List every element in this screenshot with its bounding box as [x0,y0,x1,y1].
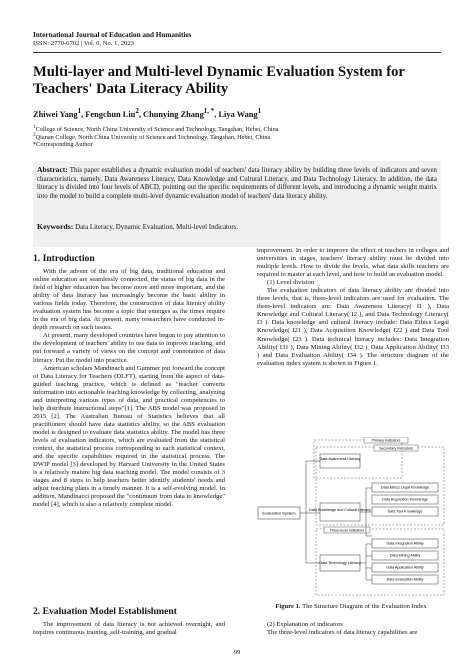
author-name: Zhiwei Yang [33,109,78,119]
l2-node: Data Ethics Legal Knowledge [380,485,430,490]
right-column-body-2 [257,621,449,637]
author-sup: 1 [257,107,262,115]
figure-caption-label: Figure 1. [275,603,301,610]
l1-node: Data Awareness Literacy [319,457,361,461]
keywords [37,222,437,231]
l1-node: Data Knowledge and Cultural Literacy [309,508,371,512]
l3-node: Data Evaluation Ability [386,577,424,582]
root-node: Evaluation System [262,510,296,516]
author-sup: 1, * [203,107,215,115]
header-rule [33,52,441,53]
l2-node: Data Tool Knowledge [387,509,423,514]
figure-caption [256,603,446,610]
author-list: Zhiwei Yang$^1$, Fengchun Liu$^2$, Chunying Zhang$^{1, *}$, Liya Wang$^1$ [33,107,262,119]
subheading: (2) Explanation of indicators [267,621,343,628]
abstract-text: This paper establishes a dynamic evaluation model of teachers' data literacy ability by building three levels of indicators and seven characteristics, namely, Data Awareness Literacy, Data Knowledge and Cultural Literacy, and Data Technology Literacy. In addition, the data literacy is divided into four levels of ABCD, pointing out the specific requirements of different levels, and introducing a dynamic weight matrix into the model to build a complete multi-level dynamic evaluation model of teachers' data literacy ability. [37,167,437,200]
issn-line: ISSN: 2770-6702 | Vol. 6, No. 1, 2023 [33,40,134,47]
evaluation-index-diagram [256,437,446,598]
l2-node: Data Acquisition Knowledge [382,497,428,502]
paragraph: The improvement of data literacy is not achieved overnight, and requires continuous training, self-training, and gradual [33,621,225,637]
subheading: (1) Level division [267,279,315,287]
paragraph: With the advent of the era of big data, traditional education and online education are seamlessly connected, the status of big data in the field of higher education has become more and more important, and the ability of data literacy has increasingly become the basic ability in various fields today. Therefore, the construction of data literacy ability evaluation system has become a topic that emerges as the times require in the era of big data. At present, many researchers have conducted in-depth research on such issues. [33,268,225,332]
affiliation [33,132,270,141]
left-column-body [33,268,225,509]
author-name: Fengchun Liu [85,109,136,119]
author-sup: 1 [77,107,82,115]
affiliation-sup: 1 [33,124,36,130]
affiliation-text: Qianan College, North China University of Science and Technology, Tangshan, Hebei, China [35,134,271,142]
author-name: Chunying Zhang [143,109,204,119]
secondary-header: Secondary Indicators [379,446,413,451]
paragraph: The evaluation indicators of data literacy ability are divided into three levels, that is, three-level indicators are used for evaluation. The three-level indicators are: Data Awareness Literacy( I1 ), Data Knowledge and Cultural Literacy( I2 ), and Data Technology Literacy( I3 ). Data knowledge and cultural literacy include: Data Ethics Legal Knowledge( I21 ), Data Acquisition Knowledge( I22 ) and Data Tool Knowledge( I23 ). Data technical literacy includes: Data Integration Ability( I31 ), Data Mining Ability( I32 ), Data Application Ability( I33 ) and Data Evaluation Ability( I34 ). The structure diagram of the evaluation index system is shown in Figure 1. [257,287,449,367]
corresponding-author: *Corresponding Author [33,141,93,148]
l3-node: Data Integration Ability [386,541,424,546]
left-column-body-2 [33,621,225,637]
l3-node: Data Mining Ability [389,553,421,558]
right-column-body [257,247,449,368]
author-sup: 2 [135,107,139,115]
paragraph: American scholars Mandinach and Gummer put forward the concept of Data Literacy for Teachers (DLFT), starting from the aspect of data-guided teaching practice, which is defined as "teacher converts information into actionable teaching knowledge by collecting, analyzing and interpreting various types of data, and practical competencies to help distribute instructional steps"[1]. The ABS model was proposed in 2015 [2]. The Australian Bureau of Statistics believes that all practitioners should have data statistics ability, so the ABS evaluation model is designed to evaluate data statistics ability. The model has three levels of evaluation indicators, which are evaluated from the statistical context, the statistical process corresponding to each statistical context, and the specific capabilities required in the statistical process. The DWIP model [3] developed by Harvard University in the United States is a relatively mature big data teaching model. The model consists of 3 stages and 8 steps to help teachers better identify students' needs and adjust teaching plans in a timely manner. It is a self-evolving model. In addition, Mandinacci proposed the "continuum from data to knowledge" model [4], which is also a relatively complete model. [33,364,225,509]
affiliation-text: College of Science, North China University of Science and Technology, Tangshan, Hebei, China [35,126,279,134]
l3-node: Data Application Ability [386,565,424,570]
journal-name: International Journal of Education and Humanities [33,31,192,39]
paper-title: Multi-layer and Multi-level Dynamic Evaluation System for Teachers' Data Literacy Ability [33,64,405,97]
paragraph: improvement. In order to improve the effect of teachers in colleges and universities in stages, teachers' literacy ability must be divided into multiple levels. How to divide the levels, what data skills teachers are required to master at each level, and how to build an evaluation model. [257,247,449,279]
l1-node: Data Technology Literacy [319,561,361,565]
affiliation-sup: 2 [33,132,36,138]
page-number: 99 [233,649,241,656]
section-heading-model: 2. Evaluation Model Establishment [33,606,177,617]
keywords-text: Data Literacy, Dynamic Evaluation, Multi-level Indicators. [75,224,239,231]
keywords-label: Keywords: [37,222,74,231]
paragraph: At present, many developed countries have begun to pay attention to the development of teachers' ability to use data to improve teaching, and put forward a variety of views on the concept and connotation of data literacy. Put the model into practice. [33,332,225,364]
abstract-label: Abstract: [37,165,68,174]
author-name: Liya Wang [218,109,258,119]
figure-caption-text: The Structure Diagram of the Evaluation Index [302,603,427,610]
paragraph: The three-level indicators of data literacy capabilities are [267,629,418,637]
third-header: Three-level Indicators [329,528,365,533]
abstract [37,166,437,201]
primary-header: Primary Indicators [371,438,401,443]
section-heading-introduction: 1. Introduction [33,253,95,264]
